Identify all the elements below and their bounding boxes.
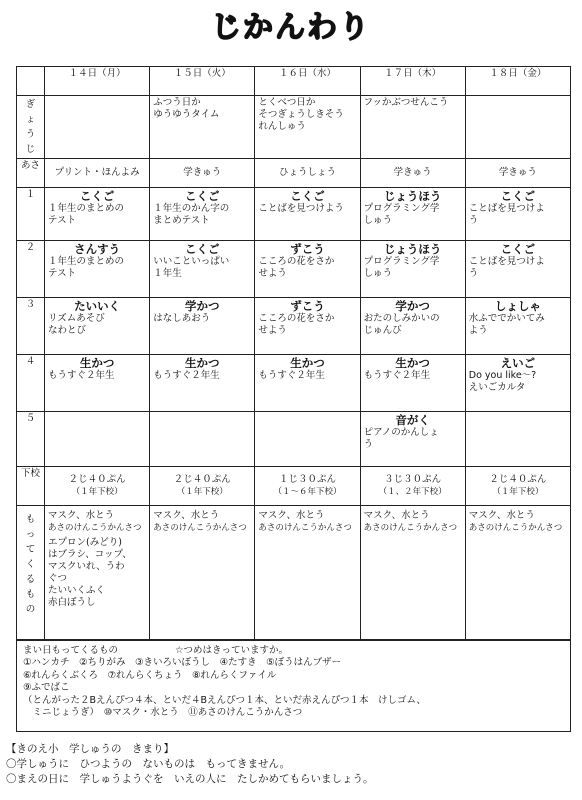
day-header: １６日（水） [255, 67, 360, 96]
lesson-text: う [468, 268, 479, 279]
corner-cell [17, 67, 45, 96]
lesson-cell [465, 188, 570, 241]
period-row [17, 412, 571, 467]
cell-line: フッかぶつせんこう [363, 97, 449, 108]
dismissal-note: （１年下校） [492, 487, 544, 497]
items-cell [465, 506, 570, 640]
items-extra-line: エプロン(みどり) [48, 537, 122, 548]
label-char: っ [25, 529, 36, 540]
dismissal-cell [150, 467, 255, 506]
morning-row-cell: 学きゅう [360, 159, 465, 188]
items-cell [360, 506, 465, 640]
subject-name: さんすう [74, 242, 121, 256]
lesson-cell [45, 412, 150, 467]
day-header: １８日（金） [465, 67, 570, 96]
lesson-cell [360, 412, 465, 467]
lesson-text: リズムあそび [48, 313, 105, 324]
subject-name: 学かつ [395, 299, 430, 313]
event-row [17, 96, 571, 159]
timetable [16, 66, 571, 640]
note-line: ミニじょうぎ） ⑩マスク・水とう ⑪あさのけんこうかんさつ [23, 707, 303, 719]
day-header: １５日（火） [150, 67, 255, 96]
lesson-text: テスト [48, 215, 77, 226]
vertical-label [20, 512, 41, 617]
dismissal-time: ３じ３０ぷん [384, 474, 442, 485]
subject-name: こくご [500, 242, 536, 256]
period-row [17, 188, 571, 241]
lesson-cell [45, 241, 150, 298]
note-line: （とんがった２Bえんぴつ４本、といだ４Bえんぴつ１本、といだ赤えんぴつ１本 けしゴム、 [23, 694, 426, 706]
label-char: じ [25, 144, 36, 155]
lesson-text: もうすぐ２年生 [48, 370, 115, 381]
items-main: マスク、水とう [153, 510, 220, 521]
lesson-cell [465, 298, 570, 355]
dismissal-cell [465, 467, 570, 506]
lesson-text: えいごカルタ [468, 382, 526, 393]
items-row [17, 506, 571, 640]
items-small: あさのけんこうかんさつ [468, 523, 563, 533]
note-line: まい日もってくるもの ☆つめはきっていますか。 [23, 645, 289, 656]
lesson-cell [150, 241, 255, 298]
lesson-text: もうすぐ２年生 [258, 370, 325, 381]
cell-line: ゆうゆうタイム [153, 109, 220, 120]
items-small: あさのけんこうかんさつ [258, 523, 352, 533]
subject-name: こくご [185, 242, 220, 256]
period-label: ４ [17, 355, 45, 412]
lesson-text: しゅう [363, 215, 393, 226]
items-main: マスク、水とう [48, 510, 115, 521]
lesson-text: １年生のかん字の [153, 203, 230, 214]
lesson-cell [150, 298, 255, 355]
subject-name: えいご [500, 356, 536, 370]
dismissal-time: ２じ４０ぷん [68, 474, 126, 485]
daily-items-box [16, 640, 571, 732]
items-small: あさのけんこうかんさつ [363, 523, 458, 533]
lesson-text: こころの花をさか [258, 256, 335, 267]
items-extra-line: マスクいれ、うわ [48, 561, 125, 572]
lesson-cell [465, 355, 570, 412]
subject-name: 音がく [395, 413, 430, 427]
lesson-text: じゅんび [363, 325, 402, 336]
event-row-cell [465, 96, 570, 159]
subject-name: じょうほう [383, 189, 442, 203]
note-line: ⑨ふでばこ [23, 682, 70, 694]
lesson-text: Do you like～? [468, 370, 537, 381]
period-row [17, 298, 571, 355]
items-extra-line: ぐつ [48, 573, 68, 584]
label-char: る [25, 574, 36, 585]
dismissal-time: ２じ４０ぷん [489, 474, 547, 485]
subject-name: こくご [79, 189, 115, 203]
event-row-cell [360, 96, 465, 159]
lesson-cell [255, 241, 360, 298]
dismissal-note: （１年下校） [176, 487, 228, 497]
note-line: ①ハンカチ ②ちりがみ ③きいろいぼうし ④たすき ⑤ぼうはんブザー [23, 657, 342, 669]
period-row [17, 241, 571, 298]
dismissal-cell [45, 467, 150, 506]
lesson-text: もうすぐ２年生 [363, 370, 431, 381]
note-line: ⑥れんらくぶくろ ⑦れんらくちょう ⑧れんらくファイル [23, 669, 277, 681]
lesson-cell [255, 412, 360, 467]
morning-row-cell: 学きゅう [465, 159, 570, 188]
lesson-cell [465, 412, 570, 467]
dismissal-note: （１年下校） [71, 487, 123, 497]
period-row [17, 355, 571, 412]
subject-name: 学かつ [185, 299, 220, 313]
label-char: く [25, 559, 36, 570]
morning-row-cell: 学きゅう [150, 159, 255, 188]
label-char: て [25, 544, 36, 555]
event-row-cell [45, 96, 150, 159]
items-main: マスク、水とう [258, 510, 325, 521]
lesson-text: なわとび [48, 325, 87, 336]
event-row-cell [150, 96, 255, 159]
label-char: の [25, 604, 36, 615]
cell-line: れんしゅう [258, 121, 306, 132]
lesson-text: おたのしみかいの [363, 313, 440, 324]
lesson-text: はなしあおう [153, 313, 211, 324]
subject-name: ずこう [290, 242, 325, 256]
dismissal-note: （１～６年下校） [273, 487, 342, 497]
lesson-text: せよう [258, 268, 287, 279]
items-main: マスク、水とう [468, 510, 535, 521]
items-extra-line: たいいくふく [48, 585, 106, 596]
lesson-text: こころの花をさか [258, 313, 335, 324]
lesson-text: う [468, 215, 479, 226]
dismissal-time: １じ３０ぷん [278, 474, 336, 485]
dismissal-time: ２じ４０ぷん [173, 474, 231, 485]
dismissal-row [17, 467, 571, 506]
items-extra-line: はブラシ、コップ、 [48, 549, 132, 560]
period-label: ３ [17, 298, 45, 355]
lesson-cell [360, 298, 465, 355]
items-cell [45, 506, 150, 640]
period-label: ５ [17, 412, 45, 467]
items-cell [150, 506, 255, 640]
lesson-text: １年生 [153, 268, 182, 279]
dismissal-cell [360, 467, 465, 506]
subject-name: 生かつ [290, 356, 325, 370]
label-char: う [25, 129, 36, 140]
lesson-cell [360, 355, 465, 412]
subject-name: しょしゃ [494, 299, 541, 313]
subject-name: こくご [290, 189, 325, 203]
label-char: も [25, 514, 36, 525]
rule-line: 【きのえ小 学しゅうの きまり】 [6, 743, 174, 755]
header-row [17, 67, 571, 96]
subject-name: じょうほう [383, 242, 442, 256]
morning-row-cell: プリント・ほんよみ [45, 159, 150, 188]
event-row-cell [255, 96, 360, 159]
lesson-cell [45, 355, 150, 412]
subject-name: たいいく [74, 299, 121, 313]
items-small: あさのけんこうかんさつ [48, 523, 142, 533]
lesson-text: ことばを見つけよ [468, 256, 545, 267]
lesson-cell [150, 412, 255, 467]
cell-line: ふつう日か [153, 97, 201, 108]
lesson-cell [465, 241, 570, 298]
label-char: も [25, 589, 36, 600]
label-char: ぎ [25, 99, 36, 110]
items-cell [255, 506, 360, 640]
lesson-cell [150, 188, 255, 241]
cell-line: とくべつ日か [258, 97, 316, 108]
dismissal-cell [255, 467, 360, 506]
lesson-text: よう [468, 325, 488, 336]
items-extra-line: 赤白ぼうし [48, 597, 96, 608]
lesson-text: いいこといっぱい [153, 256, 230, 267]
cell-line: そつぎょうしきそう [258, 109, 344, 120]
lesson-cell [45, 298, 150, 355]
morning-row-label: あさ [17, 159, 45, 188]
event-row-label [17, 96, 45, 159]
lesson-text: せよう [258, 325, 287, 336]
lesson-cell [255, 188, 360, 241]
items-label [17, 506, 45, 640]
lesson-text: しゅう [363, 268, 393, 279]
subject-name: 生かつ [185, 356, 220, 370]
lesson-cell [360, 241, 465, 298]
lesson-text: プログラミング学 [363, 203, 440, 214]
dismissal-label: 下校 [17, 467, 45, 506]
period-label: ２ [17, 241, 45, 298]
lesson-cell [255, 298, 360, 355]
lesson-text: １年生のまとめの [48, 256, 125, 267]
vertical-label [20, 97, 41, 157]
subject-name: ずこう [290, 299, 325, 313]
rule-line: 〇まえの日に 学しゅうようぐを いえの人に たしかめてもらいましょう。 [6, 773, 374, 785]
items-extra [48, 537, 146, 609]
study-rules [6, 742, 576, 787]
lesson-text: ことばを見つけよう [258, 203, 344, 214]
lesson-text: テスト [48, 268, 77, 279]
lesson-text: ことばを見つけよ [468, 203, 545, 214]
page-title [0, 2, 582, 46]
lesson-cell [150, 355, 255, 412]
lesson-cell [255, 355, 360, 412]
items-main: マスク、水とう [363, 510, 430, 521]
lesson-cell [45, 188, 150, 241]
lesson-text: ピアノのかんしょ [363, 427, 439, 438]
subject-name: こくご [185, 189, 220, 203]
subject-name: こくご [500, 189, 536, 203]
subject-name: 生かつ [395, 356, 430, 370]
items-small: あさのけんこうかんさつ [153, 523, 247, 533]
lesson-text: まとめテスト [153, 215, 210, 226]
rule-line: 〇学しゅうに ひつようの ないものは もってきません。 [6, 758, 291, 770]
lesson-cell [360, 188, 465, 241]
title-text: じかんわり [211, 10, 371, 45]
day-header: １７日（木） [360, 67, 465, 96]
lesson-text: プログラミング学 [363, 256, 440, 267]
subject-name: 生かつ [79, 356, 115, 370]
day-header: １４日（月） [45, 67, 150, 96]
lesson-text: １年生のまとめの [48, 203, 125, 214]
morning-row [17, 159, 571, 188]
lesson-text: う [363, 439, 374, 450]
lesson-text: もうすぐ２年生 [153, 370, 220, 381]
label-char: ょ [25, 114, 36, 125]
morning-row-cell: ひょうしょう [255, 159, 360, 188]
period-label: １ [17, 188, 45, 241]
lesson-text: 水ふででかいてみ [468, 313, 545, 324]
dismissal-note: （１、２年下校） [378, 487, 447, 497]
